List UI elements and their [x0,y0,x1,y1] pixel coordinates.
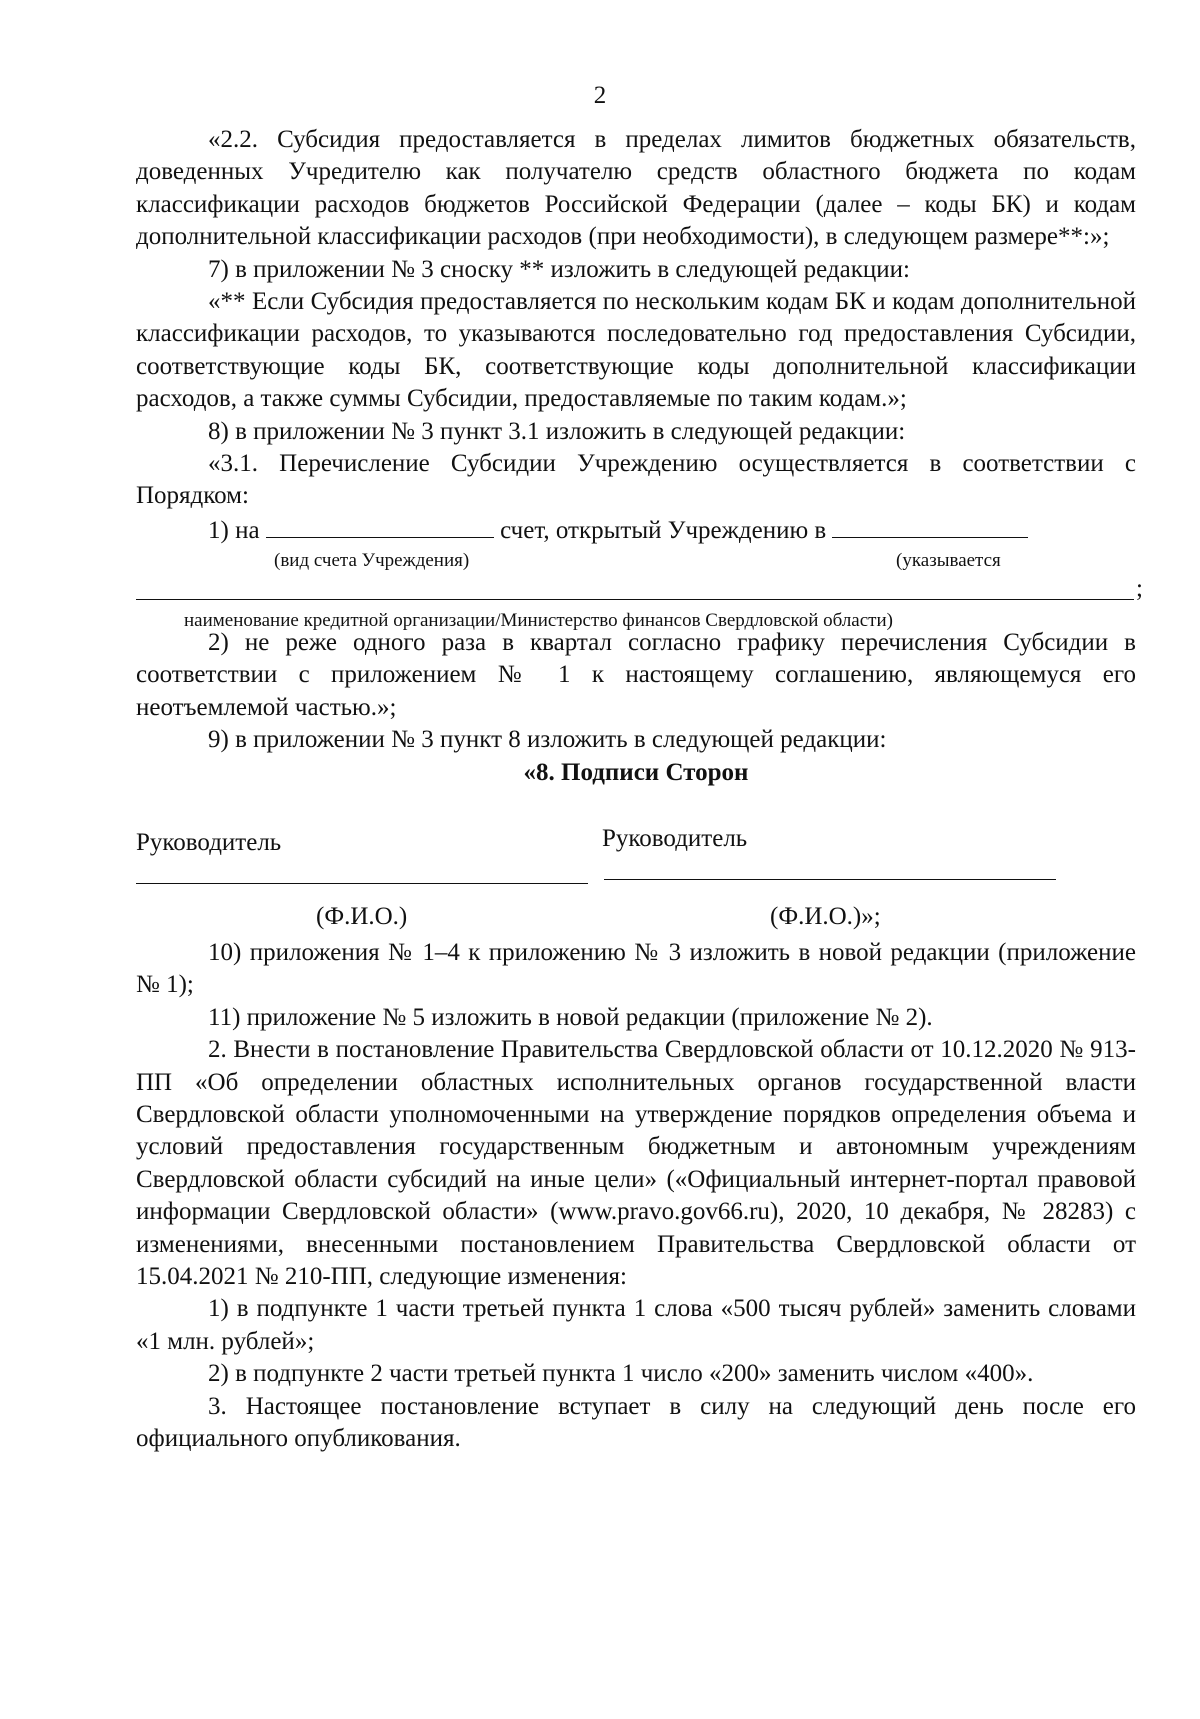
right-signatory-title: Руководитель [602,824,748,852]
left-signatory-title: Руководитель [136,828,282,856]
caption-indicated: (указывается [896,549,1001,571]
amendment-item-11: 11) приложение № 5 изложить в новой редакции (приложение № 2). [208,1003,933,1031]
semicolon: ; [1136,574,1143,602]
amendment-item-7: 7) в приложении № 3 сноску ** изложить в следующей редакции: [208,255,910,283]
page-number: 2 [593,82,607,109]
amendment-item-10: 10) приложения № 1–4 к приложению № 3 изложить в новой редакции (приложение № 1); [136,938,1136,999]
bank-name-fill-line [136,571,1143,631]
section-3: 3. Настоящее постановление вступает в силу на следующий день после его официального опубликования. [136,1392,1136,1452]
caption-bank-name: наименование кредитной организации/Министерство финансов Свердловской области) [184,609,893,631]
right-signature-line [604,879,1056,880]
paragraph-2-2: «2.2. Субсидия предоставляется в пределах лимитов бюджетных обязательств, доведенных Учредителю как получателю средств областного бюджета по кодам классификации расходов бюджетов Российской Федерации (далее – коды БК) и кодам дополнительной классификации расходов (при необходимости), в следующем размере**:»; [136,126,1136,251]
signatures-heading: «8. Подписи Сторон [523,758,749,786]
bank-name-blank [832,513,1028,538]
subitem-1-middle: счет, открытый Учреждению в [500,516,827,544]
amendment-item-9: 9) в приложении № 3 пункт 8 изложить в следующей редакции: [208,726,887,754]
signature-block [136,789,1136,937]
left-signature-line [136,883,588,884]
section-2-item-2: 2) в подпункте 2 части третьей пункта 1 число «200» заменить числом «400». [208,1360,1034,1388]
section-2: 2. Внести в постановление Правительства Свердловской области от 10.12.2020 № 913-ПП «Об определении областных исполнительных органов государственной власти Свердловской области уполномоченными на утверждение порядков определения объема и условий предоставления государственным бюджетным и автономным учреждениям Свердловской области субсидий на иные цели» («Официальный интернет-портал правовой информации Свердловской области» (www.pravo.gov66.ru), 2020, 10 декабря, № 28283) с изменениями, внесенными постановлением Правительства Свердловской области от 15.04.2021 № 210-ПП, следующие изменения: [136,1036,1136,1290]
subitem-1-fill-line [136,513,1136,571]
subitem-1-line [208,513,1028,547]
left-fio-caption: (Ф.И.О.) [316,902,408,930]
account-type-blank [266,513,494,538]
document-body [136,124,1143,1455]
caption-account-type: (вид счета Учреждения) [274,549,470,571]
footnote-text: «** Если Субсидия предоставляется по нескольким кодам БК и кодам дополнительной классификации расходов, то указываются последовательно год предоставления Субсидии, соответствующие коды БК, соответствующие коды дополнительной классификации расходов, а также суммы Субсидии, предоставляемые по таким кодам.»; [136,288,1136,413]
subitem-1-prefix: 1) на [208,516,260,544]
paragraph-3-1: «3.1. Перечисление Субсидии Учреждению осуществляется в соответствии с Порядком: [136,450,1136,510]
right-fio-caption: (Ф.И.О.)»; [770,902,881,930]
subitem-2: 2) не реже одного раза в квартал согласно графику перечисления Субсидии в соответствии с приложением № 1 к настоящему соглашению, являющемуся его неотъемлемой частью.»; [136,628,1136,721]
section-2-item-1: 1) в подпункте 1 части третьей пункта 1 слова «500 тысяч рублей» заменить словами «1 млн. рублей»; [136,1295,1136,1355]
bank-name-rule [136,581,1134,600]
amendment-item-8: 8) в приложении № 3 пункт 3.1 изложить в следующей редакции: [208,417,906,445]
